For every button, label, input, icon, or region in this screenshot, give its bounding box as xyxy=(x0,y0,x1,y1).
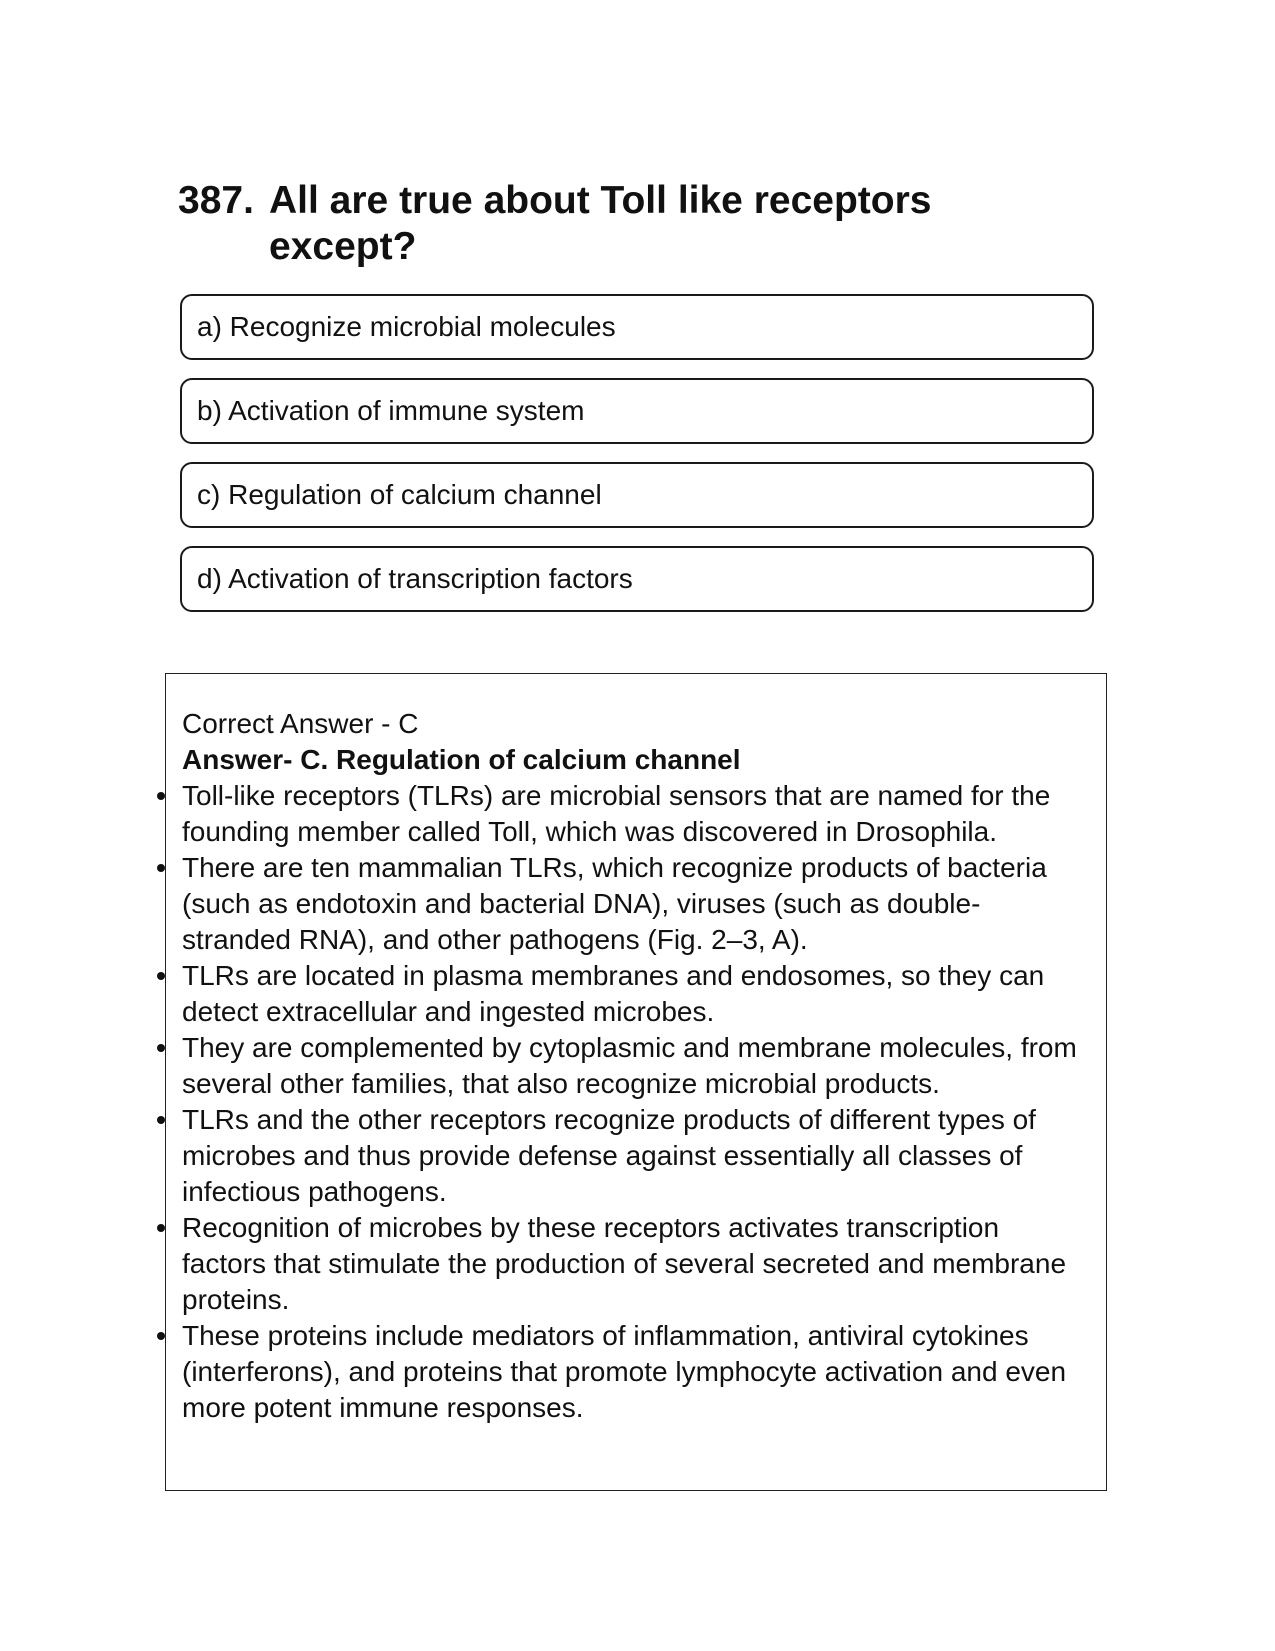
option-d[interactable]: d) Activation of transcription factors xyxy=(180,546,1094,612)
explanation-point: TLRs are located in plasma membranes and endosomes, so they can detect extracellular and ingested microbes. xyxy=(182,958,1082,1030)
answer-heading: Answer- C. Regulation of calcium channel xyxy=(182,744,741,775)
answer-content xyxy=(182,706,1082,1426)
question-heading xyxy=(178,178,1078,270)
explanation-list xyxy=(182,778,1082,1426)
option-b[interactable]: b) Activation of immune system xyxy=(180,378,1094,444)
question-number: 387. xyxy=(178,179,254,222)
option-a[interactable]: a) Recognize microbial molecules xyxy=(180,294,1094,360)
explanation-point: These proteins include mediators of inflammation, antiviral cytokines (interferons), and proteins that promote lymphocyte activation and even more potent immune responses. xyxy=(182,1318,1082,1426)
explanation-point: Recognition of microbes by these receptors activates transcription factors that stimulate the production of several secreted and membrane proteins. xyxy=(182,1210,1082,1318)
answer-explanation-box xyxy=(165,673,1107,1491)
correct-answer-line: Correct Answer - C xyxy=(182,708,419,739)
explanation-point: There are ten mammalian TLRs, which recognize products of bacteria (such as endotoxin and bacterial DNA), viruses (such as double-stranded RNA), and other pathogens (Fig. 2–3, A). xyxy=(182,850,1082,958)
option-c[interactable]: c) Regulation of calcium channel xyxy=(180,462,1094,528)
question-text: All are true about Toll like receptors except? xyxy=(269,179,932,268)
explanation-point: They are complemented by cytoplasmic and membrane molecules, from several other families, that also recognize microbial products. xyxy=(182,1030,1082,1102)
explanation-point: Toll-like receptors (TLRs) are microbial sensors that are named for the founding member called Toll, which was discovered in Drosophila. xyxy=(182,778,1082,850)
explanation-point: TLRs and the other receptors recognize products of different types of microbes and thus provide defense against essentially all classes of infectious pathogens. xyxy=(182,1102,1082,1210)
